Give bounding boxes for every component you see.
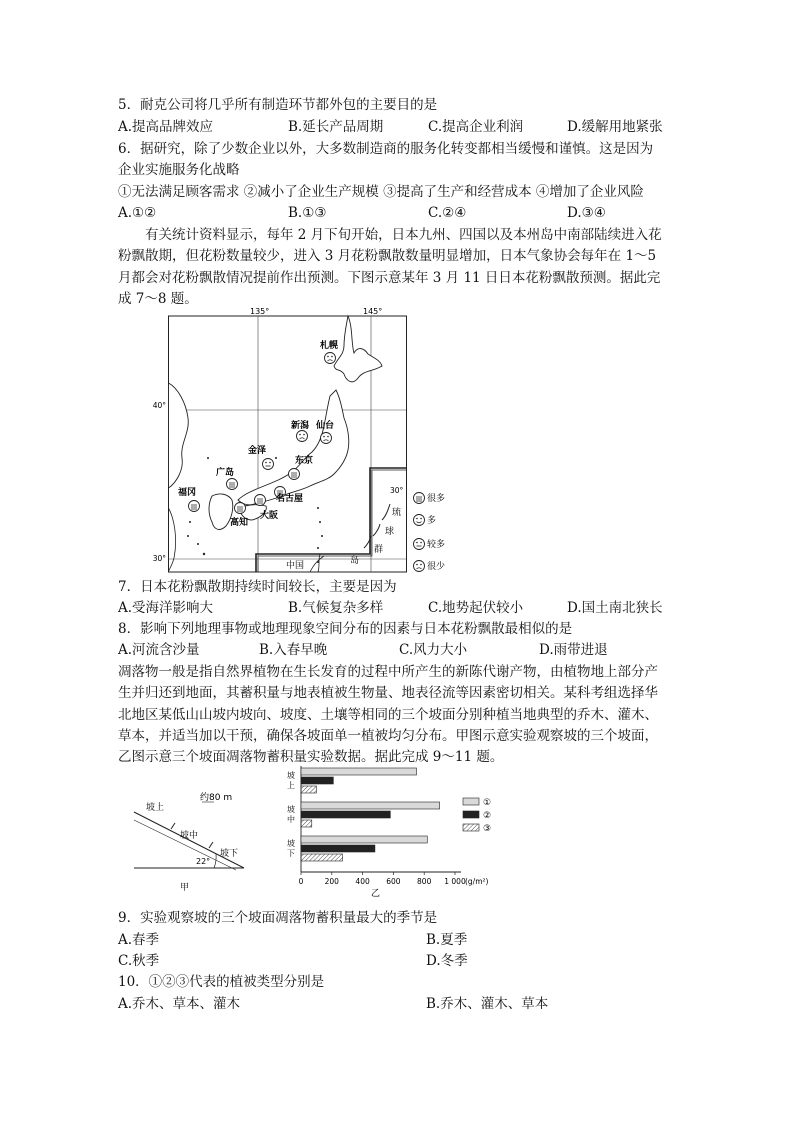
q10-stem: 10．①②③代表的植被类型分别是 bbox=[118, 974, 325, 990]
legend-swatch bbox=[463, 811, 479, 818]
lon-label-145: 145° bbox=[363, 307, 383, 316]
passage1-line4: 成 7～8 题。 bbox=[118, 291, 198, 307]
city-sapporo-symbol bbox=[325, 353, 336, 364]
legend-more: 多 bbox=[427, 516, 437, 526]
city-niigata: 新潟 bbox=[291, 421, 310, 431]
legend-label: ① bbox=[483, 798, 492, 808]
legend-more-icon bbox=[414, 515, 425, 526]
passage2-line4: 草本，并适当加以干预，确保各坡面单一植被均匀分布。甲图示意实验观察坡的三个坡面， bbox=[118, 728, 658, 744]
city-hiroshima-symbol bbox=[227, 479, 238, 490]
city-tokyo: 东京 bbox=[295, 456, 314, 466]
q7-option-d: D.国土南北狭长 bbox=[567, 600, 663, 616]
q8-option-a: A.河流含沙量 bbox=[118, 642, 200, 658]
legend-few: 很少 bbox=[427, 562, 446, 572]
x-tick-label: 0 bbox=[298, 877, 304, 886]
label-ryukyu-4: 岛 bbox=[350, 556, 360, 566]
q6-choices: ①无法满足顾客需求 ②减小了企业生产规模 ③提高了生产和经营成本 ④增加了企业风险 bbox=[118, 184, 644, 200]
q7-option-b: B.气候复杂多样 bbox=[288, 600, 384, 616]
q9-option-a: A.春季 bbox=[118, 932, 160, 948]
bar bbox=[301, 820, 312, 827]
city-niigata-symbol bbox=[297, 431, 308, 442]
bar bbox=[301, 768, 417, 775]
passage2-line2: 生并归还到地面，其蓄积量与地表植被生物量、地表径流等因素密切相关。某科考组选择华 bbox=[118, 685, 658, 701]
q7-option-a: A.受海洋影响大 bbox=[118, 600, 214, 616]
category-label-2: 中 bbox=[287, 815, 295, 824]
city-sendai: 仙台 bbox=[316, 421, 335, 431]
x-tick-label: 600 bbox=[386, 877, 401, 886]
city-kanazawa: 金泽 bbox=[248, 446, 267, 456]
bar bbox=[301, 854, 343, 861]
q9-stem: 9．实验观察坡的三个坡面凋落物蓄积量最大的季节是 bbox=[118, 910, 438, 926]
q5-option-c: C.提高企业利润 bbox=[428, 119, 524, 135]
city-kochi: 高知 bbox=[230, 518, 249, 528]
q6-option-d: D.③④ bbox=[567, 205, 606, 221]
x-tick-label: 1 000 bbox=[444, 877, 466, 886]
q5-option-b: B.延长产品周期 bbox=[288, 119, 384, 135]
category-label: 坡 bbox=[287, 839, 295, 848]
q5-option-d: D.缓解用地紧张 bbox=[567, 119, 663, 135]
q5-stem: 5．耐克公司将几乎所有制造环节都外包的主要目的是 bbox=[118, 97, 438, 113]
x-axis-unit: (g/m²) bbox=[465, 877, 489, 886]
slope-tick-1 bbox=[171, 823, 175, 829]
category-label: 坡 bbox=[287, 771, 295, 780]
city-sapporo: 札幌 bbox=[320, 341, 339, 351]
city-kochi-symbol bbox=[235, 503, 246, 514]
label-angle: 22° bbox=[196, 857, 211, 866]
city-osaka-symbol bbox=[255, 495, 266, 506]
city-nagoya: 名古屋 bbox=[276, 494, 304, 504]
bar bbox=[301, 811, 390, 818]
label-slope-top: 坡上 bbox=[146, 803, 165, 813]
passage1-line3: 月都会对花粉飘散情况提前作出预测。下图示意某年 3 月 11 日日本花粉飘散预测。据此完 bbox=[118, 270, 661, 286]
x-tick-label: 200 bbox=[324, 877, 339, 886]
q5-option-a: A.提高品牌效应 bbox=[118, 119, 214, 135]
label-china: 中国 bbox=[286, 561, 305, 571]
slope-tick-2 bbox=[209, 842, 213, 848]
bar bbox=[301, 836, 427, 843]
x-tick-label: 800 bbox=[417, 877, 432, 886]
city-tokyo-symbol bbox=[289, 469, 300, 480]
bar bbox=[301, 786, 316, 793]
q10-option-a: A.乔木、草本、灌木 bbox=[118, 996, 241, 1012]
bar bbox=[301, 845, 375, 852]
q9-option-c: C.秋季 bbox=[118, 953, 160, 969]
angle-arc bbox=[214, 854, 216, 868]
category-label-2: 上 bbox=[287, 781, 295, 790]
pollen-map bbox=[152, 307, 450, 573]
q8-option-b: B.入春早晚 bbox=[259, 642, 328, 658]
city-fukuoka-symbol bbox=[189, 501, 200, 512]
q9-option-b: B.夏季 bbox=[426, 932, 468, 948]
passage2-line5: 乙图示意三个坡面凋落物蓄积量实验数据。据此完成 9～11 题。 bbox=[118, 749, 504, 765]
chart-caption: 乙 bbox=[371, 889, 381, 899]
passage1-line1: 有关统计资料显示，每年 2 月下旬开始，日本九州、四国以及本州岛中南部陆续进入花 bbox=[145, 227, 662, 243]
q9-option-d: D.冬季 bbox=[426, 953, 468, 969]
litter-chart bbox=[285, 762, 510, 897]
q6-stem-line2: 企业实施服务化战略 bbox=[118, 162, 240, 178]
legend-label: ③ bbox=[483, 824, 492, 834]
legend-some: 较多 bbox=[427, 540, 446, 550]
q7-option-c: C.地势起伏较小 bbox=[428, 600, 524, 616]
q6-option-c: C.②④ bbox=[428, 205, 467, 221]
map-legend bbox=[414, 492, 446, 572]
category-label-2: 下 bbox=[287, 849, 295, 858]
lat-label-30-inset: 30° bbox=[390, 486, 404, 495]
label-ryukyu-2: 球 bbox=[385, 527, 395, 537]
q6-option-a: A.①② bbox=[118, 205, 157, 221]
passage2-line3: 北地区某低山山坡内坡向、坡度、土壤等相同的三个坡面分别种植当地典型的乔木、灌木、 bbox=[118, 707, 658, 723]
legend-label: ② bbox=[483, 811, 492, 821]
city-kanazawa-symbol bbox=[263, 459, 274, 470]
slope-figure bbox=[132, 790, 252, 895]
legend-some-icon bbox=[414, 539, 425, 550]
label-ryukyu-1: 琉 bbox=[392, 508, 402, 518]
slope-underline bbox=[134, 820, 239, 870]
city-hiroshima: 广岛 bbox=[216, 468, 235, 478]
city-fukuoka: 福冈 bbox=[178, 488, 197, 498]
passage1-line2: 粉飘散期，但花粉数量较少，进入 3 月花粉飘散数量明显增加，日本气象协会每年在 1～5 bbox=[118, 248, 657, 264]
q6-option-b: B.①③ bbox=[288, 205, 327, 221]
legend-swatch bbox=[463, 798, 479, 805]
x-tick-label: 400 bbox=[355, 877, 370, 886]
legend-many-icon bbox=[414, 493, 425, 504]
q7-stem: 7．日本花粉飘散期持续时间较长，主要是因为 bbox=[118, 579, 397, 595]
city-osaka: 大阪 bbox=[260, 511, 279, 521]
label-length: 约80 m bbox=[200, 793, 233, 803]
q8-stem: 8．影响下列地理事物或地理现象空间分布的因素与日本花粉飘散最相似的是 bbox=[118, 621, 573, 637]
city-sendai-symbol bbox=[321, 433, 332, 444]
lat-label-40: 40° bbox=[152, 401, 166, 410]
q6-stem-line1: 6．据研究，除了少数企业以外，大多数制造商的服务化转变都相当缓慢和谨慎。这是因为 bbox=[118, 141, 654, 157]
legend-swatch bbox=[463, 824, 479, 831]
q10-option-b: B.乔木、灌木、草本 bbox=[426, 996, 549, 1012]
bar bbox=[301, 777, 333, 784]
label-slope-mid: 坡中 bbox=[180, 831, 199, 841]
passage2-line1: 凋落物一般是指自然界植物在生长发育的过程中所产生的新陈代谢产物，由植物地上部分产 bbox=[118, 664, 658, 680]
caption-jia: 甲 bbox=[180, 883, 190, 893]
bar bbox=[301, 802, 440, 809]
legend-many: 很多 bbox=[427, 494, 446, 504]
label-ryukyu-3: 群 bbox=[374, 545, 384, 555]
lon-label-135: 135° bbox=[250, 307, 270, 316]
q8-option-c: C.风力大小 bbox=[399, 642, 468, 658]
label-slope-bottom: 坡下 bbox=[220, 849, 239, 859]
lat-label-30: 30° bbox=[152, 554, 166, 563]
category-label: 坡 bbox=[287, 805, 295, 814]
q8-option-d: D.雨带进退 bbox=[539, 642, 608, 658]
legend-few-icon bbox=[414, 561, 425, 572]
